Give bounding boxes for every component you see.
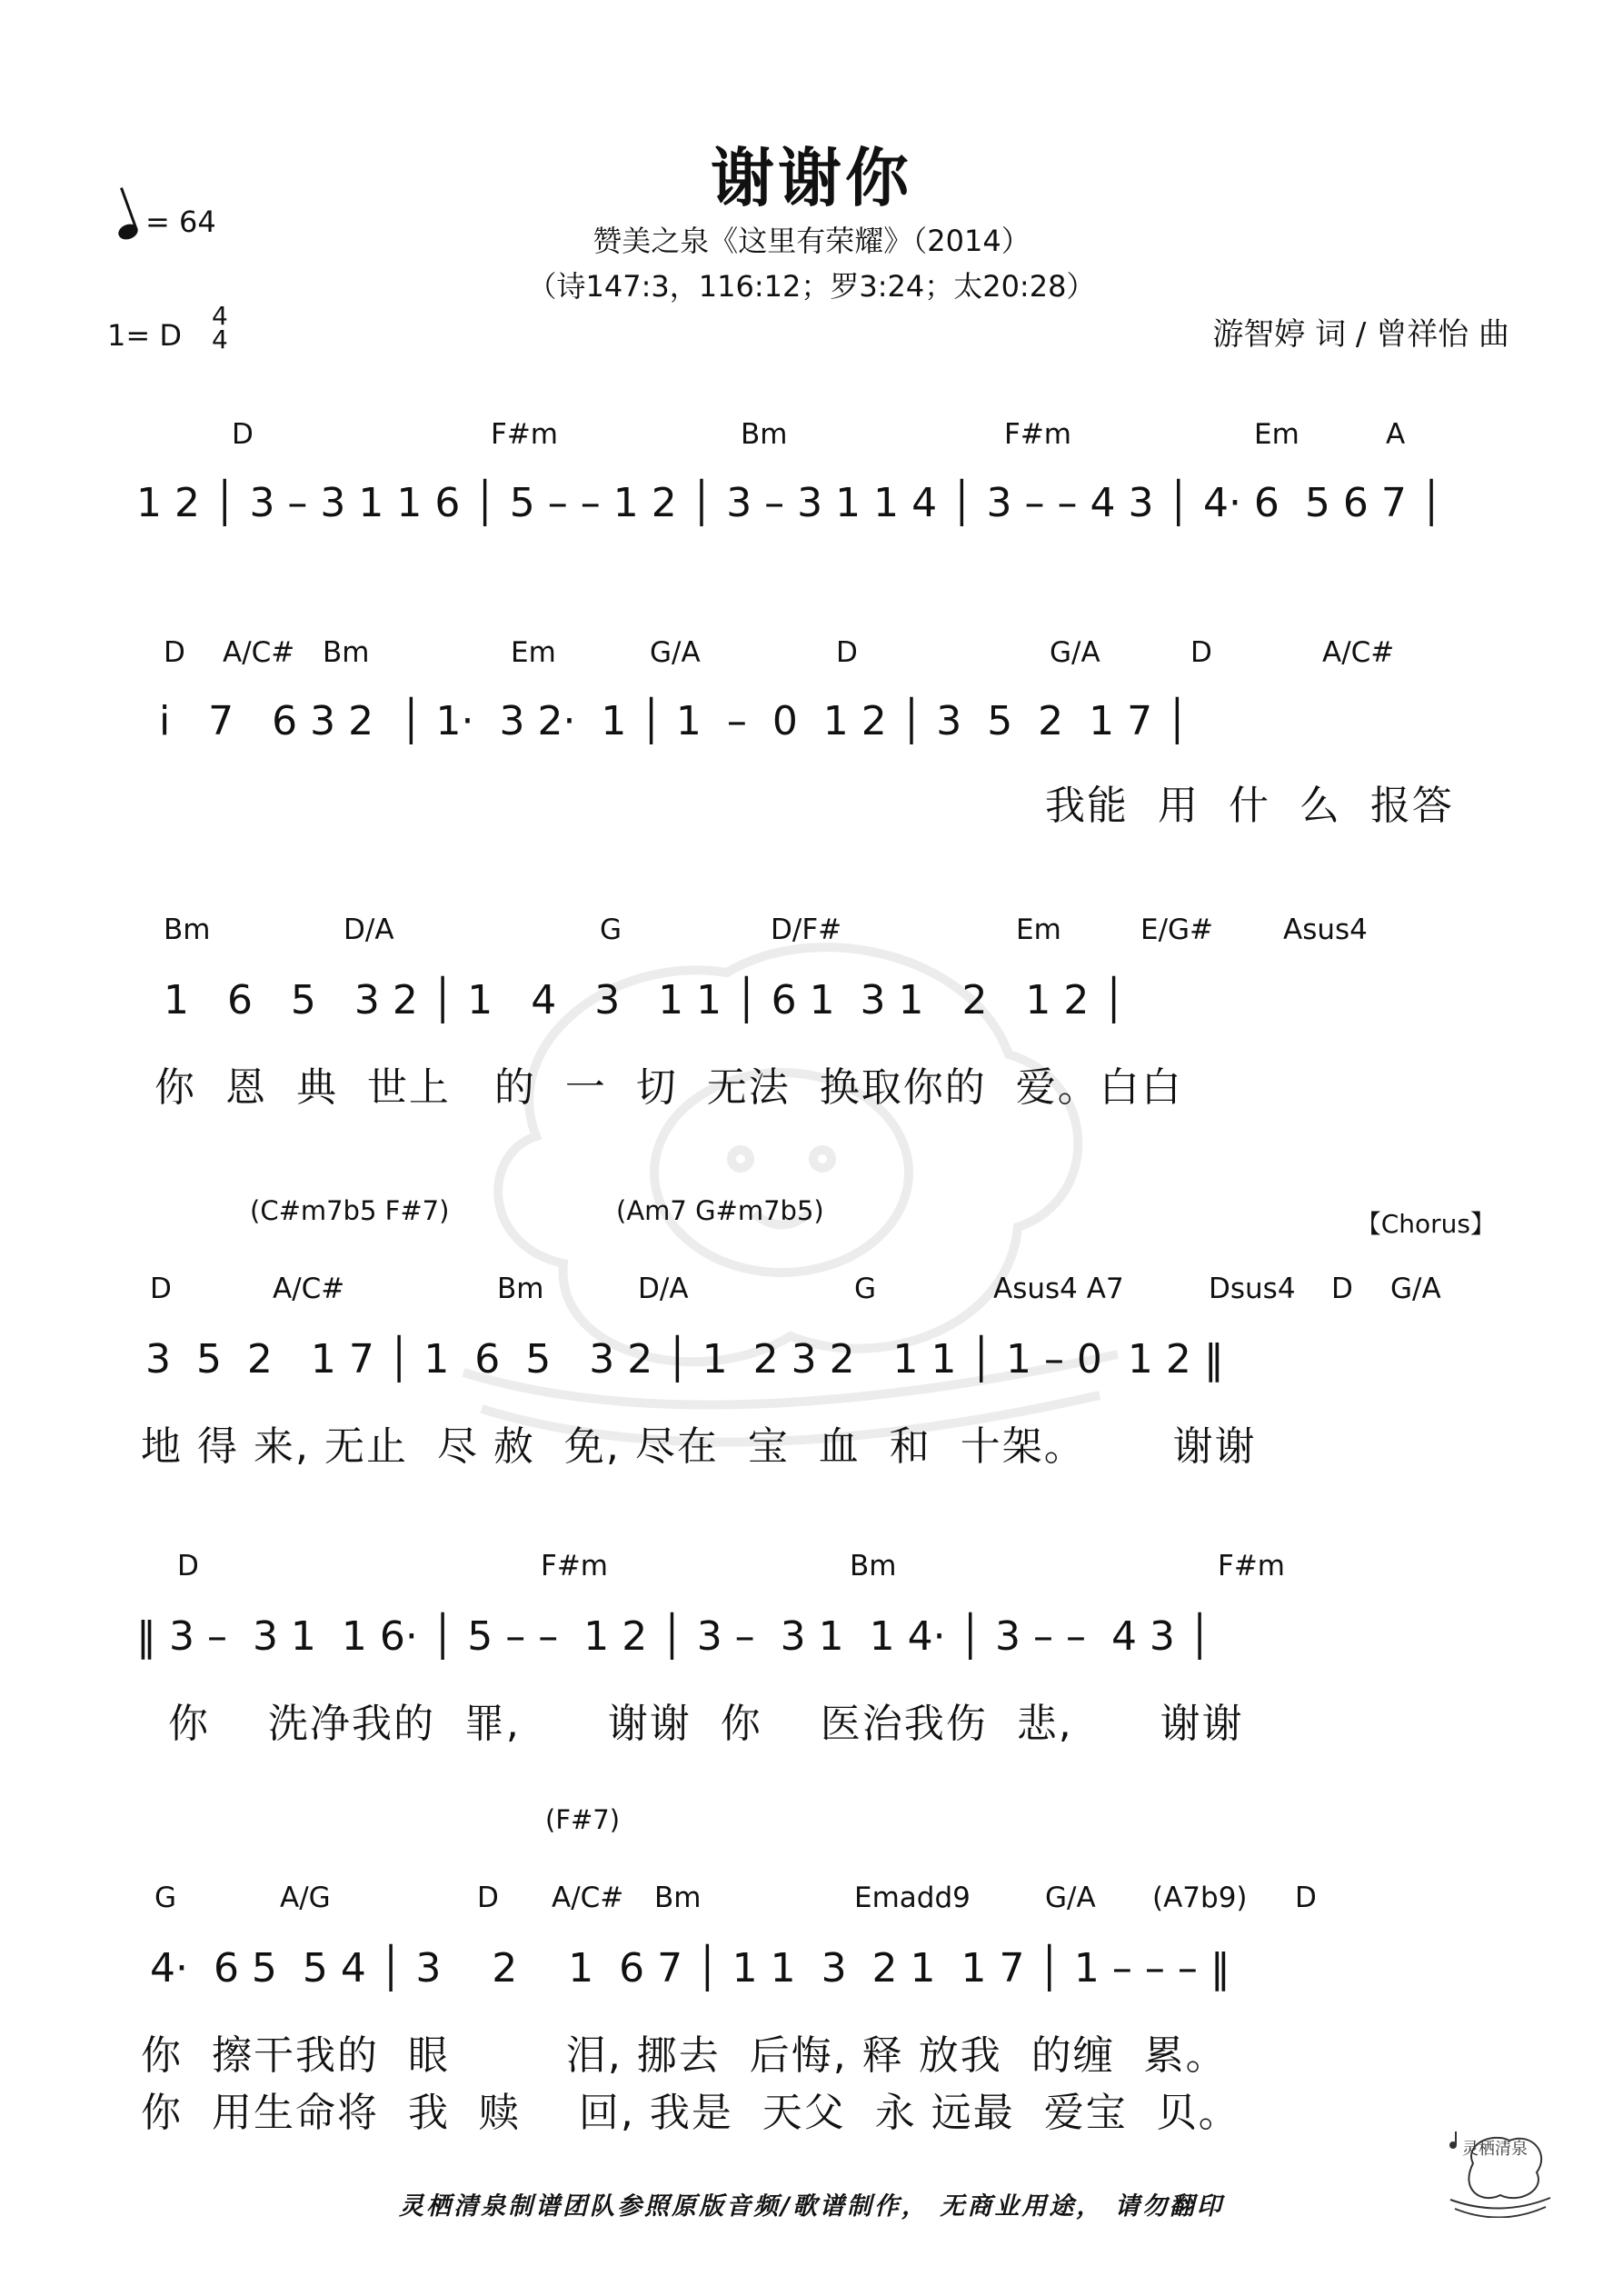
tempo-marking [118,205,216,239]
chord: Asus4 A7 [993,1273,1124,1305]
credits: 游智婷 词 / 曾祥怡 曲 [1212,316,1509,353]
alt-chord: (F#7) [545,1804,621,1835]
key-signature: 1= D [107,318,182,353]
logo-text: 灵栖清泉 [1462,2140,1528,2159]
chord: G [154,1882,177,1914]
chord: Bm [164,913,211,946]
chord: G/A [650,636,701,669]
chord: F#m [1004,418,1072,451]
chord: Bm [741,418,788,451]
chord: (A7b9) [1152,1882,1248,1914]
quarter-note-icon [116,222,140,243]
chord: D [177,1550,199,1582]
chord: A/C# [552,1882,624,1914]
notation-line: ‖ 3 – 3 1 1 6· │ 5 – – 1 2 │ 3 – 3 1 1 4· │ 3 – – 4 3 │ [136,1613,1212,1660]
chord: Bm [850,1550,897,1582]
song-title: 谢谢你 [711,141,912,215]
notation-line: 1 6 5 3 2 │ 1 4 3 1 1 │ 6 1 3 1 2 1 2 │ [164,977,1126,1023]
chord: D [1295,1882,1317,1914]
chord: D [1331,1273,1353,1305]
chord: A/C# [273,1273,345,1305]
chord: F#m [541,1550,609,1582]
chord: G/A [1390,1273,1441,1305]
time-signature [212,301,228,354]
chord: F#m [1218,1550,1286,1582]
lyric-line: 你 擦干我的 眼 泪, 挪去 后悔, 释 放我 的缠 累。 [141,2032,1228,2079]
lyric-line: 地 得 来, 无止 尽 赦 免, 尽在 宝 血 和 十架。 谢谢 [141,1423,1257,1470]
chord: A/G [280,1882,331,1914]
chord: D [1190,636,1212,669]
chord: Bm [497,1273,544,1305]
chord: Em [1016,913,1061,946]
chord: Emadd9 [854,1882,971,1914]
chord: D/A [344,913,394,946]
chord: A/C# [1322,636,1395,669]
notation-line: i 7 6 3 2 │ 1· 3 2· 1 │ 1 – 0 1 2 │ 3 5 2 1 7 │ [159,698,1190,744]
lyric-line: 你 洗净我的 罪, 谢谢 你 医治我伤 悲, 谢谢 [168,1701,1244,1747]
footer-notice: 灵栖清泉制谱团队参照原版音频/歌谱制作， 无商业用途， 请勿翻印 [399,2192,1224,2221]
lyric-line: 你 用生命将 我 赎 回, 我是 天父 永 远最 爱宝 贝。 [141,2090,1240,2136]
notation-line: 1 2 │ 3 – 3 1 1 6 │ 5 – – 1 2 │ 3 – 3 1 1 4 │ 3 – – 4 3 │ 4· 6 5 6 7 │ [136,480,1444,526]
chord: F#m [491,418,559,451]
chord: Bm [654,1882,702,1914]
alt-chord: (Am7 G#m7b5) [616,1195,824,1226]
chord: Asus4 [1283,913,1368,946]
alt-chord: (C#m7b5 F#7) [250,1195,450,1226]
chord: E/G# [1140,913,1214,946]
chorus-tag: 【Chorus】 [1355,1209,1496,1239]
notation-line: 3 5 2 1 7 │ 1 6 5 3 2 │ 1 2 3 2 1 1 │ 1 – 0 1 2 ‖ [145,1336,1224,1383]
chord: A/C# [223,636,295,669]
chord: D/F# [771,913,842,946]
lyric-line: 你 恩 典 世上 的 一 切 无法 换取你的 爱。白白 [154,1064,1183,1111]
chord: G/A [1045,1882,1096,1914]
chord: Em [1254,418,1299,451]
chord: G [600,913,622,946]
album-subtitle: 赞美之泉《这里有荣耀》（2014） [592,224,1031,258]
time-numerator: 4 [212,301,228,331]
time-denominator: 4 [212,324,228,354]
chord: D/A [638,1273,689,1305]
chord: D [232,418,254,451]
tempo-value: = 64 [145,205,216,239]
chord: G/A [1050,636,1100,669]
chord: A [1386,418,1406,451]
notation-line: 4· 6 5 5 4 │ 3 2 1 6 7 │ 1 1 3 2 1 1 7 │ 1 – – – ‖ [150,1945,1230,1992]
chord: D [836,636,858,669]
chord: Em [511,636,556,669]
chord: Bm [323,636,370,669]
chord: G [854,1273,877,1305]
scripture-reference: （诗147:3，116:12；罗3:24；太20:28） [527,269,1096,304]
chord: D [150,1273,172,1305]
chord: Dsus4 [1209,1273,1296,1305]
lyric-line: 我能 用 什 么 报答 [1045,783,1454,829]
chord: D [164,636,185,669]
chord: D [477,1882,499,1914]
